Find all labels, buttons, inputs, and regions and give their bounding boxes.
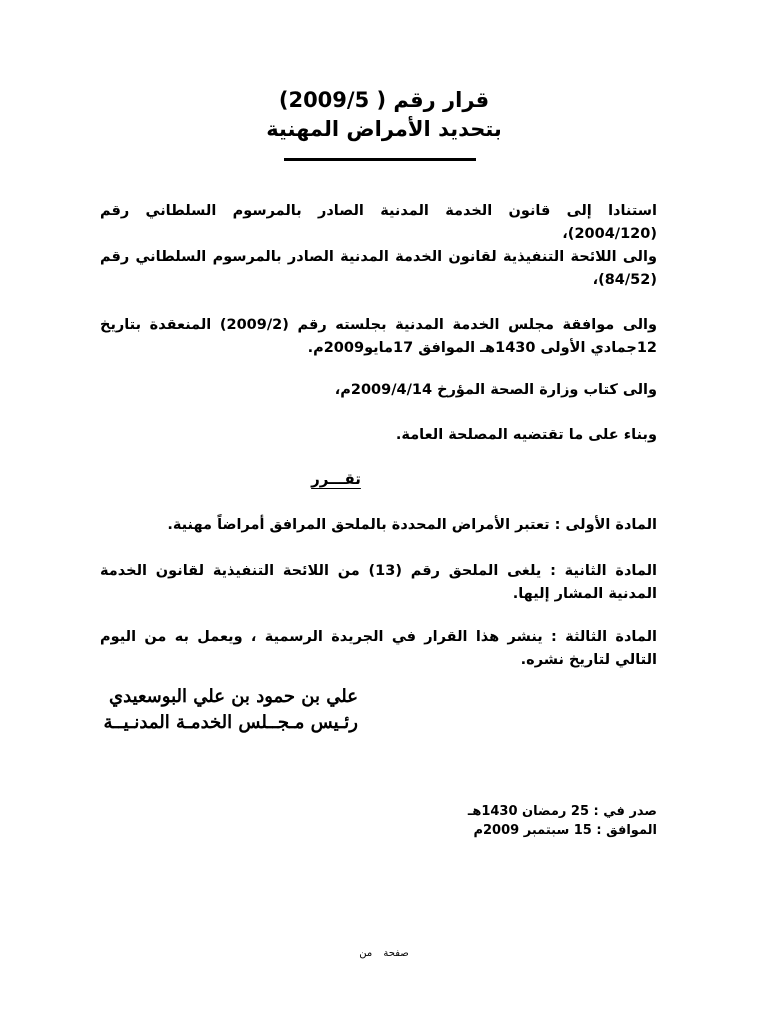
issue-date-block (380, 802, 657, 840)
page-footer (0, 948, 768, 959)
decision-number: قرار رقم ( 2009/5) (278, 88, 490, 112)
article-second: المادة الثانية : يلغى الملحق رقم (13) من اللائحة التنفيذية لقانون الخدمة المدنية المشار إليها. (100, 563, 657, 602)
decides-heading: تقـــرر (311, 470, 361, 488)
footer-of-label: من (359, 948, 373, 959)
issue-date-hijri: صدر في : 25 رمضان 1430هـ (467, 804, 657, 819)
article-third: المادة الثالثة : ينشر هذا القرار في الجريدة الرسمية ، ويعمل به من اليوم التالي لتاريخ نشره. (100, 629, 657, 668)
preamble-public-interest: وبناء على ما تقتضيه المصلحة العامة. (395, 427, 657, 443)
title-underline (284, 158, 476, 161)
preamble-council-approval: والى موافقة مجلس الخدمة المدنية بجلسته رقم (2009/2) المنعقدة بتاريخ 12جمادي الأولى 1430هـ الموافق 17مايو2009م. (100, 317, 657, 356)
preamble-executive-regulations: والى اللائحة التنفيذية لقانون الخدمة المدنية الصادر بالمرسوم السلطاني رقم (84/52)، (100, 249, 657, 288)
issue-date-gregorian: الموافق : 15 سبتمبر 2009م (473, 823, 657, 838)
signatory-position: رئـيس مـجــلس الخدمـة المدنـيــة (103, 712, 358, 733)
article-first: المادة الأولى : تعتبر الأمراض المحددة بالملحق المرافق أمراضاً مهنية. (167, 517, 657, 533)
decision-title (0, 86, 768, 144)
decision-subject: بتحديد الأمراض المهنية (266, 117, 502, 141)
footer-page-label: صفحة (383, 948, 409, 959)
preamble-health-ministry-letter: والى كتاب وزارة الصحة المؤرخ 2009/4/14م، (334, 382, 657, 398)
preamble-civil-service-law: استنادا إلى قانون الخدمة المدنية الصادر بالمرسوم السلطاني رقم (2004/120)، (100, 203, 657, 242)
signature-block (28, 684, 358, 736)
signatory-name: علي بن حمود بن علي البوسعيدي (109, 686, 358, 707)
